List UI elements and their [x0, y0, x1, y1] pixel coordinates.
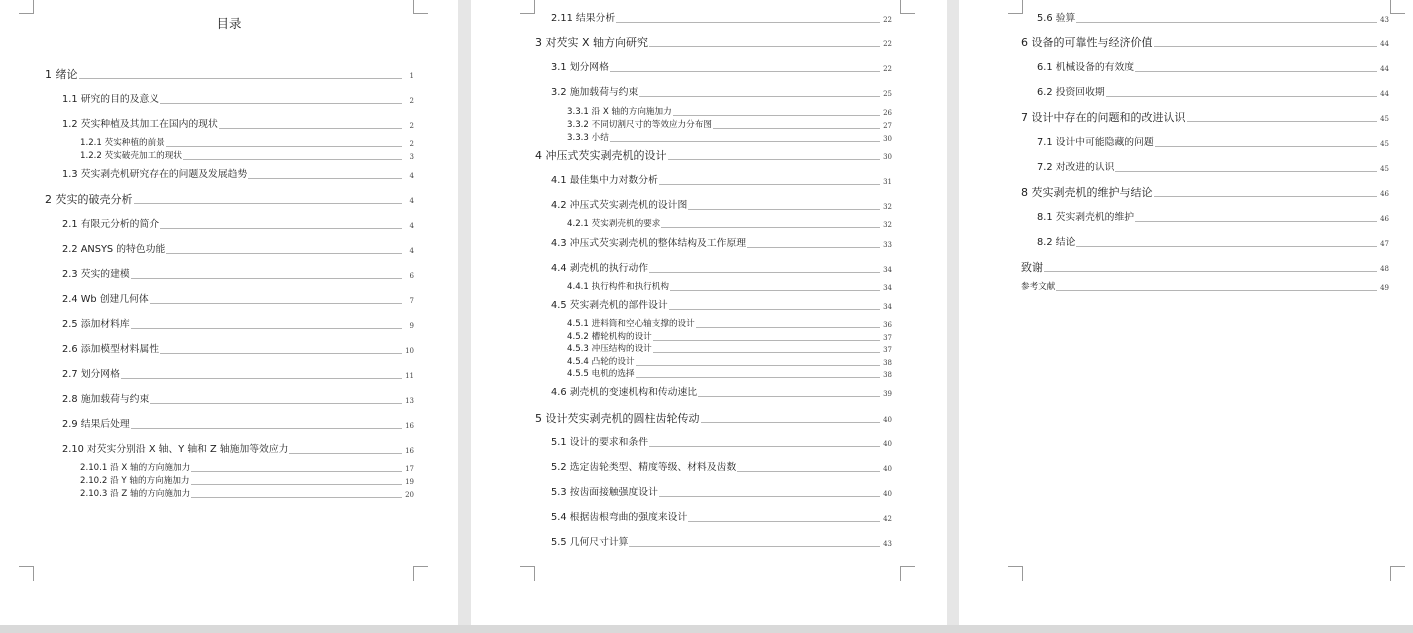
toc-entry-title: 2.5 添加材料库: [62, 319, 130, 331]
toc-entry-title: 4.6 剥壳机的变速机构和传动速比: [551, 387, 698, 399]
toc-page-number: 48: [1380, 265, 1389, 273]
toc-entry-title: 2.10.2 沿 Y 轴的方向施加力: [80, 476, 190, 487]
toc-entry[interactable]: [567, 344, 892, 354]
toc-leader-line: [636, 377, 880, 378]
toc-page-number: 47: [1380, 240, 1389, 248]
toc-entry[interactable]: [551, 300, 892, 311]
toc-leader-line: [688, 521, 880, 522]
toc-leader-line: [713, 128, 880, 129]
toc-page-number: 25: [883, 90, 892, 98]
toc-page-number: 33: [883, 241, 892, 249]
toc-page-number: 45: [1380, 115, 1389, 123]
toc-entry-title: 2.7 划分网格: [62, 369, 120, 381]
toc-page-number: 4: [409, 197, 414, 205]
toc-entry[interactable]: [62, 294, 414, 305]
toc-page-number: 19: [405, 478, 414, 486]
toc-entry[interactable]: [535, 412, 892, 424]
toc-entry[interactable]: [62, 169, 414, 180]
toc-page-number: 39: [883, 390, 892, 398]
toc-entry[interactable]: [62, 219, 414, 230]
toc-leader-line: [1106, 96, 1377, 97]
toc-entry-title: 1.2 芡实种植及其加工在国内的现状: [62, 119, 218, 131]
toc-leader-line: [649, 446, 880, 447]
toc-leader-line: [191, 497, 402, 498]
toc-entry-title: 4.2.1 芡实剥壳机的要求: [567, 219, 661, 230]
toc-page-number: 22: [883, 65, 892, 73]
toc-entry-title: 5.2 选定齿轮类型、精度等级、材料及齿数: [551, 462, 737, 474]
crop-mark: [900, 566, 915, 581]
toc-leader-line: [1155, 146, 1377, 147]
crop-mark: [900, 0, 915, 14]
toc-leader-line: [160, 103, 402, 104]
toc-page-number: 26: [883, 109, 892, 117]
toc-entry-title: 2.10.1 沿 X 轴的方向施加力: [80, 463, 191, 474]
toc-entry[interactable]: [1021, 186, 1389, 198]
toc-page-number: 42: [883, 515, 892, 523]
toc-entry[interactable]: [1021, 36, 1389, 48]
toc-entry[interactable]: [1037, 237, 1389, 248]
toc-entry-title: 7.1 设计中可能隐藏的问题: [1037, 137, 1154, 149]
toc-leader-line: [1056, 290, 1377, 291]
toc-page-number: 43: [883, 540, 892, 548]
toc-entry-title: 5.5 几何尺寸计算: [551, 537, 629, 549]
toc-leader-line: [661, 227, 880, 228]
toc-entry-title: 4.5.2 槽轮机构的设计: [567, 332, 652, 343]
toc-leader-line: [166, 253, 402, 254]
toc-entry-title: 1.2.2 芡实破壳加工的现状: [80, 151, 182, 162]
toc-page-number: 30: [883, 135, 892, 143]
toc-entry-title: 4.2 冲压式芡实剥壳机的设计图: [551, 200, 688, 212]
toc-leader-line: [191, 471, 402, 472]
toc-entry[interactable]: [567, 332, 892, 342]
toc-page-number: 34: [883, 284, 892, 292]
toc-entry[interactable]: [567, 107, 892, 117]
toc-entry-title: 4 冲压式芡实剥壳机的设计: [535, 149, 667, 162]
toc-page-number: 40: [883, 490, 892, 498]
toc-leader-line: [629, 546, 880, 547]
toc-leader-line: [747, 247, 880, 248]
toc-entry-title: 2.9 结果后处理: [62, 419, 130, 431]
toc-entry-title: 3.3.2 不同切割尺寸的等效应力分布图: [567, 120, 712, 131]
toc-entry-title: 2.4 Wb 创建几何体: [62, 294, 149, 306]
crop-mark: [520, 566, 535, 581]
toc-entry[interactable]: [62, 119, 414, 130]
document-page-2: [471, 0, 947, 625]
toc-entry[interactable]: [551, 13, 892, 24]
toc-page-number: 11: [405, 372, 414, 380]
toc-entry-title: 3.2 施加载荷与约束: [551, 87, 639, 99]
toc-page-number: 7: [409, 297, 414, 305]
toc-entry[interactable]: [551, 537, 892, 548]
toc-entry[interactable]: [567, 282, 892, 292]
toc-page-number: 45: [1380, 140, 1389, 148]
toc-entry[interactable]: [80, 476, 414, 486]
toc-page-number: 38: [883, 371, 892, 379]
toc-page-number: 4: [409, 247, 414, 255]
toc-entry[interactable]: [62, 269, 414, 280]
toc-leader-line: [79, 78, 403, 79]
toc-leader-line: [698, 396, 880, 397]
toc-entry-title: 4.4 剥壳机的执行动作: [551, 263, 649, 275]
toc-entry-title: 5.6 验算: [1037, 13, 1076, 25]
toc-page-number: 31: [883, 178, 892, 186]
toc-entry-title: 2.11 结果分析: [551, 13, 616, 25]
toc-entry-title: 1.3 芡实剥壳机研究存在的问题及发展趋势: [62, 169, 248, 181]
toc-page-number: 44: [1380, 65, 1389, 73]
toc-leader-line: [131, 328, 402, 329]
toc-entry-title: 1.2.1 芡实种植的前景: [80, 138, 165, 149]
toc-leader-line: [1154, 46, 1378, 47]
toc-leader-line: [653, 340, 880, 341]
toc-page-number: 34: [883, 266, 892, 274]
toc-entry[interactable]: [1021, 111, 1389, 123]
toc-entry-title: 6.2 投资回收期: [1037, 87, 1105, 99]
toc-leader-line: [673, 115, 880, 116]
toc-entry-title: 4.5.1 进料筒和空心轴支撑的设计: [567, 319, 695, 330]
toc-title: 目录: [216, 16, 242, 31]
toc-leader-line: [610, 141, 880, 142]
toc-entry[interactable]: [1037, 162, 1389, 173]
toc-entry[interactable]: [567, 319, 892, 329]
toc-entry[interactable]: [1037, 212, 1389, 223]
toc-entry-title: 5.3 按齿面接触强度设计: [551, 487, 658, 499]
toc-page-number: 49: [1380, 284, 1389, 292]
toc-entry-title: 4.4.1 执行构件和执行机构: [567, 282, 669, 293]
toc-page-number: 46: [1380, 190, 1389, 198]
toc-page-number: 38: [883, 359, 892, 367]
toc-leader-line: [659, 184, 880, 185]
toc-entry-title: 4.3 冲压式芡实剥壳机的整体结构及工作原理: [551, 238, 747, 250]
toc-leader-line: [1187, 121, 1378, 122]
toc-entry-title: 2.8 施加载荷与约束: [62, 394, 150, 406]
toc-leader-line: [659, 496, 880, 497]
toc-entry[interactable]: [1037, 13, 1389, 24]
toc-page-number: 34: [883, 303, 892, 311]
toc-entry[interactable]: [567, 120, 892, 130]
toc-leader-line: [649, 46, 880, 47]
toc-leader-line: [653, 352, 880, 353]
toc-leader-line: [131, 278, 402, 279]
toc-page-number: 22: [883, 16, 892, 24]
toc-entry[interactable]: [1037, 62, 1389, 73]
toc-entry-title: 8.2 结论: [1037, 237, 1076, 249]
toc-page-number: 22: [883, 40, 892, 48]
toc-leader-line: [150, 403, 402, 404]
toc-entry-title: 4.1 最佳集中力对数分析: [551, 175, 658, 187]
toc-page-number: 1: [409, 72, 414, 80]
toc-entry-title: 2.10.3 沿 Z 轴的方向施加力: [80, 489, 191, 500]
toc-entry[interactable]: [567, 369, 892, 379]
crop-mark: [520, 0, 535, 14]
toc-entry[interactable]: [62, 419, 414, 430]
toc-entry[interactable]: [551, 238, 892, 249]
toc-leader-line: [289, 453, 402, 454]
toc-leader-line: [160, 228, 402, 229]
toc-leader-line: [1076, 22, 1377, 23]
toc-leader-line: [121, 378, 402, 379]
crop-mark: [1008, 566, 1023, 581]
toc-page-number: 2: [409, 140, 414, 148]
toc-page-number: 4: [409, 172, 414, 180]
toc-leader-line: [219, 128, 402, 129]
toc-page-number: 32: [883, 221, 892, 229]
toc-page-number: 2: [409, 97, 414, 105]
toc-entry-title: 4.5 芡实剥壳机的部件设计: [551, 300, 668, 312]
toc-entry-title: 7 设计中存在的问题和的改进认识: [1021, 111, 1186, 124]
toc-entry[interactable]: [1037, 137, 1389, 148]
toc-leader-line: [1076, 246, 1377, 247]
toc-page-number: 4: [409, 222, 414, 230]
toc-leader-line: [131, 428, 402, 429]
toc-page-number: 32: [883, 203, 892, 211]
toc-entry-title: 2.6 添加模型材料属性: [62, 344, 160, 356]
toc-entry-title: 2.2 ANSYS 的特色功能: [62, 244, 166, 256]
toc-entry-title: 1 绪论: [45, 68, 78, 81]
toc-entry[interactable]: [567, 219, 892, 229]
crop-mark: [1390, 0, 1405, 14]
toc-entry[interactable]: [62, 394, 414, 405]
toc-leader-line: [160, 353, 402, 354]
toc-leader-line: [616, 22, 880, 23]
toc-entry[interactable]: [551, 87, 892, 98]
toc-entry[interactable]: [551, 175, 892, 186]
toc-page-number: 2: [409, 122, 414, 130]
toc-page-number: 44: [1380, 90, 1389, 98]
toc-leader-line: [639, 96, 880, 97]
toc-entry[interactable]: [567, 133, 892, 143]
toc-leader-line: [191, 484, 402, 485]
toc-leader-line: [1135, 71, 1377, 72]
toc-page-number: 40: [883, 416, 892, 424]
toc-entry[interactable]: [80, 151, 414, 161]
toc-leader-line: [701, 422, 881, 423]
toc-page-number: 3: [409, 153, 414, 161]
toc-entry[interactable]: [80, 463, 414, 473]
toc-entry-title: 5 设计芡实剥壳机的圆柱齿轮传动: [535, 412, 700, 425]
crop-mark: [413, 566, 428, 581]
toc-leader-line: [1044, 271, 1377, 272]
toc-entry[interactable]: [1021, 282, 1389, 292]
document-page-1: [0, 0, 458, 625]
toc-entry-title: 5.1 设计的要求和条件: [551, 437, 649, 449]
toc-entry[interactable]: [535, 36, 892, 48]
toc-entry[interactable]: [80, 489, 414, 499]
toc-entry[interactable]: [62, 244, 414, 255]
toc-page-number: 20: [405, 491, 414, 499]
toc-leader-line: [134, 203, 403, 204]
toc-leader-line: [668, 159, 881, 160]
toc-entry-title: 8.1 芡实剥壳机的维护: [1037, 212, 1135, 224]
toc-leader-line: [670, 290, 880, 291]
toc-entry-title: 3.1 划分网格: [551, 62, 609, 74]
crop-mark: [19, 566, 34, 581]
toc-leader-line: [649, 272, 880, 273]
toc-entry-title: 致谢: [1021, 261, 1043, 274]
toc-entry-title: 4.5.4 凸轮的设计: [567, 357, 635, 368]
toc-leader-line: [669, 309, 880, 310]
toc-entry[interactable]: [551, 62, 892, 73]
toc-leader-line: [1135, 221, 1377, 222]
toc-page-number: 46: [1380, 215, 1389, 223]
toc-entry[interactable]: [1037, 87, 1389, 98]
toc-leader-line: [1115, 171, 1377, 172]
toc-page-number: 43: [1380, 16, 1389, 24]
toc-leader-line: [150, 303, 402, 304]
toc-entry-title: 1.1 研究的目的及意义: [62, 94, 160, 106]
toc-entry[interactable]: [551, 512, 892, 523]
toc-entry-title: 2.1 有限元分析的简介: [62, 219, 160, 231]
toc-entry[interactable]: [62, 319, 414, 330]
toc-entry[interactable]: [62, 444, 414, 455]
crop-mark: [1390, 566, 1405, 581]
toc-entry-title: 参考文献: [1021, 282, 1056, 293]
toc-page-number: 37: [883, 334, 892, 342]
toc-leader-line: [248, 178, 402, 179]
toc-entry[interactable]: [551, 462, 892, 473]
toc-entry[interactable]: [551, 263, 892, 274]
crop-mark: [19, 0, 34, 14]
toc-page-number: 44: [1380, 40, 1389, 48]
toc-entry[interactable]: [551, 200, 892, 211]
toc-page-number: 16: [405, 447, 414, 455]
toc-page-number: 45: [1380, 165, 1389, 173]
toc-entry-title: 6.1 机械设备的有效度: [1037, 62, 1135, 74]
crop-mark: [1008, 0, 1023, 14]
toc-entry[interactable]: [62, 369, 414, 380]
toc-entry[interactable]: [62, 344, 414, 355]
toc-entry[interactable]: [535, 149, 892, 161]
toc-page-number: 37: [883, 346, 892, 354]
toc-entry-title: 2.10 对芡实分别沿 X 轴、Y 轴和 Z 轴施加等效应力: [62, 444, 289, 456]
toc-entry-title: 7.2 对改进的认识: [1037, 162, 1115, 174]
toc-page-number: 40: [883, 465, 892, 473]
toc-entry[interactable]: [551, 487, 892, 498]
toc-leader-line: [1154, 196, 1378, 197]
document-page-3: [959, 0, 1413, 625]
toc-page-number: 40: [883, 440, 892, 448]
toc-entry-title: 6 设备的可靠性与经济价值: [1021, 36, 1153, 49]
toc-leader-line: [688, 209, 880, 210]
toc-page-number: 27: [883, 122, 892, 130]
toc-page-number: 6: [409, 272, 414, 280]
toc-leader-line: [636, 365, 880, 366]
toc-leader-line: [166, 146, 402, 147]
toc-page-number: 17: [405, 465, 414, 473]
toc-leader-line: [696, 327, 880, 328]
toc-leader-line: [737, 471, 880, 472]
toc-leader-line: [610, 71, 880, 72]
toc-entry-title: 2.3 芡实的建模: [62, 269, 130, 281]
viewer-bottom-bar: [0, 625, 1413, 633]
toc-entry-title: 3 对芡实 X 轴方向研究: [535, 36, 649, 49]
toc-page-number: 36: [883, 321, 892, 329]
toc-page-number: 30: [883, 153, 892, 161]
toc-entry-title: 3.3.3 小结: [567, 133, 609, 144]
toc-entry[interactable]: [62, 94, 414, 105]
toc-entry[interactable]: [45, 193, 414, 205]
crop-mark: [413, 0, 428, 14]
toc-entry-title: 2 芡实的破壳分析: [45, 193, 133, 206]
toc-entry-title: 4.5.3 冲压结构的设计: [567, 344, 652, 355]
toc-page-number: 16: [405, 422, 414, 430]
toc-entry[interactable]: [80, 138, 414, 148]
toc-leader-line: [183, 159, 402, 160]
toc-page-number: 10: [405, 347, 414, 355]
toc-entry[interactable]: [567, 357, 892, 367]
toc-page-number: 13: [405, 397, 414, 405]
toc-entry-title: 8 芡实剥壳机的维护与结论: [1021, 186, 1153, 199]
toc-entry-title: 4.5.5 电机的选择: [567, 369, 635, 380]
toc-entry[interactable]: [1021, 261, 1389, 273]
toc-entry[interactable]: [551, 387, 892, 398]
toc-entry[interactable]: [45, 68, 414, 80]
toc-entry-title: 3.3.1 沿 X 轴的方向施加力: [567, 107, 672, 118]
toc-page-number: 9: [409, 322, 414, 330]
toc-entry[interactable]: [551, 437, 892, 448]
toc-entry-title: 5.4 根据齿根弯曲的强度来设计: [551, 512, 688, 524]
